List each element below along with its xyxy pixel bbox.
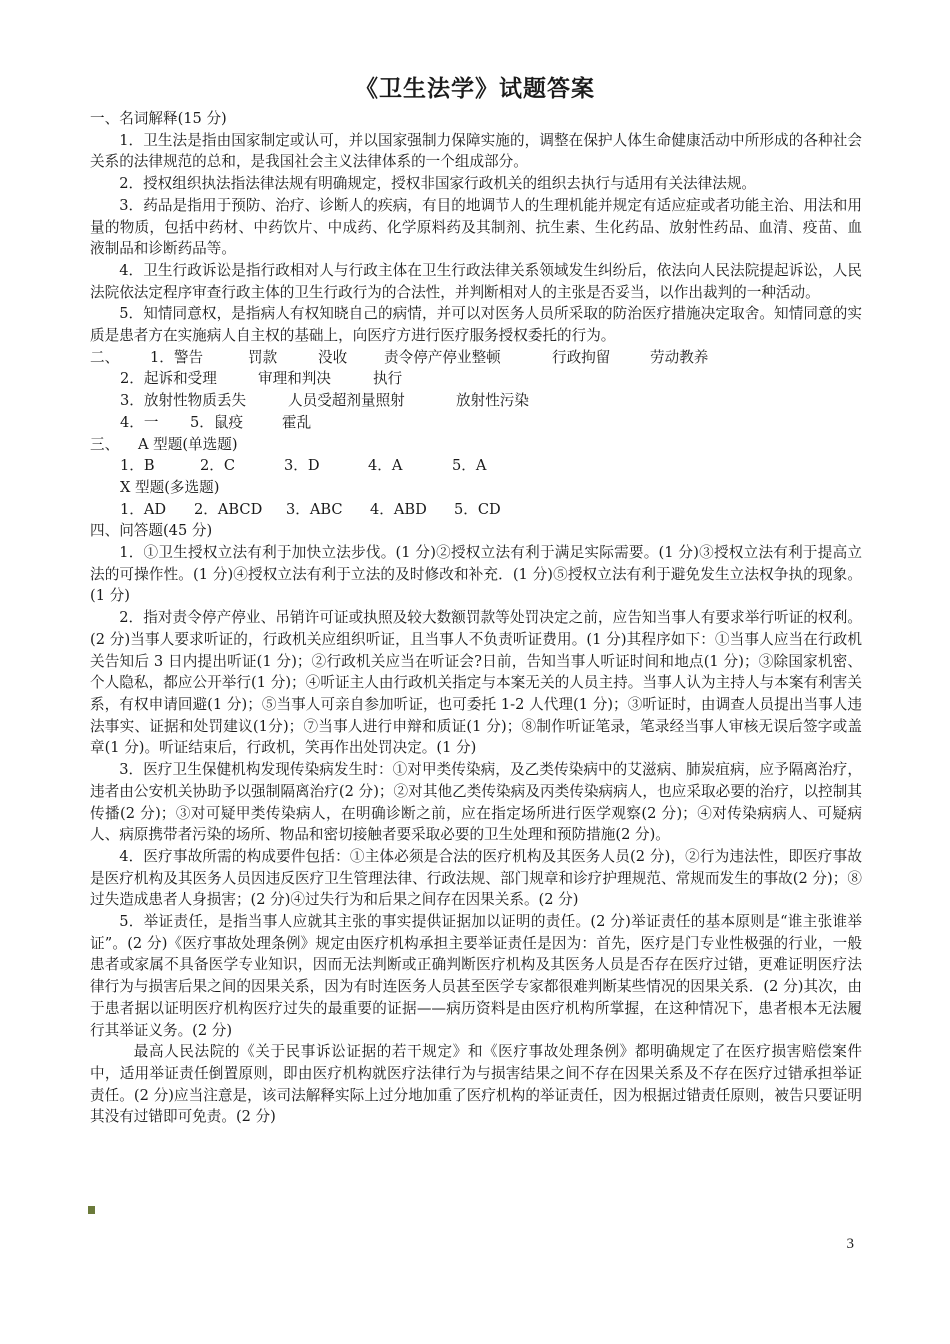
s2-answer: 没收 [318, 348, 348, 366]
s1-item-3: 3．药品是指用于预防、治疗、诊断人的疾病，有目的地调节人的生理机能并规定有适应症或者功能主治、用法和用量的物质，包括中药材、中药饮片、中成药、化学原料药及其制剂、抗生素、生化药品、放射性药品、血清、疫苗、血液制品和诊断药品等。 [90, 196, 862, 258]
s4-item-2: 2．指对责令停产停业、吊销许可证或执照及较大数额罚款等处罚决定之前，应告知当事人有要求举行听证的权利。(2 分)当事人要求听证的，行政机关应组织听证，且当事人不负责听证费用。(1 分)其程序如下：①当事人应当在行政机关告知后 3 日内提出听证(1 分)；②行政机关应当在听证会?日前，告知当事人听证时间和地点(1 分)；③除国家机密、个人隐私，都应公开举行(1 分)；④听证主人由行政机关指定与本案无关的人员主持。当事人认为主持人与本案有利害关系，有权申请回避(1 分)；⑤当事人可亲自参加听证，也可委托 1-2 人代理(1 分)；③听证时，由调查人员提出当事人违法事实、证据和处罚建议(1分)；⑦当事人进行申辩和质证(1 分)；⑧制作听证笔录，笔录经当事人审核无误后签字或盖章(1 分)。听证结束后，行政机，笑再作出处罚决定。(1 分) [90, 609, 862, 757]
x-answer: 1．AD [120, 500, 167, 518]
a-answer: 1．B [120, 457, 155, 475]
s1-item-5: 5．知情同意权，是指病人有权知晓自己的病情，并可以对医务人员所采取的防治医疗措施决定取舍。知情同意的实质是患者方在实施病人自主权的基础上，向医疗方进行医疗服务授权委托的行为。 [90, 305, 862, 345]
s2-row-3 [90, 390, 862, 412]
page-title: 《卫生法学》试题答案 [355, 76, 595, 102]
a-answer: 3．D [284, 457, 320, 475]
s2-answer: 行政拘留 [552, 348, 611, 366]
x-type-label: X 型题(多选题) [120, 478, 220, 496]
x-answer: 3．ABC [286, 500, 343, 518]
s2-answer: 罚款 [248, 348, 278, 366]
s2-answer: 放射性污染 [456, 392, 529, 410]
s2-row-2 [90, 368, 862, 390]
section-1-heading: 一、名词解释(15 分) [90, 110, 227, 127]
x-answer: 4．ABD [370, 500, 427, 518]
s2-answer: 4．一 [120, 413, 159, 431]
s4-item-1: 1．①卫生授权立法有利于加快立法步伐。(1 分)②授权立法有利于满足实际需要。(1 分)③授权立法有利于提高立法的可操作性。(1 分)④授权立法有利于立法的及时修改和补充．(1 分)⑤授权立法有利于避免发生立法权争执的现象。(1 分) [90, 544, 862, 605]
s2-answer: 责令停产停业整顿 [384, 348, 501, 366]
a-type-answers [90, 455, 862, 477]
s2-answer: 5．鼠疫 [190, 413, 244, 431]
x-type-answers [90, 499, 862, 521]
x-type-label-row [90, 477, 862, 499]
s2-answer: 1．警告 [150, 348, 204, 366]
section-2-heading: 二、 [90, 348, 120, 366]
a-answer: 2．C [200, 457, 236, 475]
s4-item-5: 5．举证责任，是指当事人应就其主张的事实提供证据加以证明的责任。(2 分)举证责任的基本原则是“谁主张谁举证”。(2 分)《医疗事故处理条例》规定由医疗机构承担主要举证责任是因为：首先，医疗是门专业性极强的行业，一般患者或家属不具备医学专业知识，因而无法判断或正确判断医疗机构及其医务人员是否存在医疗过错，更难证明医疗法律行为与损害后果之间的因果关系，因为有时连医务人员甚至医学专家都很难判断某些情况的因果关系．(2 分)其次，由于患者据以证明医疗机构医疗过失的最重要的证据——病历资料是由医疗机构所掌握，在这种情况下，患者根本无法履行其举证义务。(2 分) [90, 913, 862, 1039]
s2-answer: 3．放射性物质丢失 [120, 392, 247, 410]
answer-body [90, 108, 862, 1128]
s2-answer: 审理和判决 [258, 370, 331, 388]
s4-item-3: 3．医疗卫生保健机构发现传染病发生时：①对甲类传染病，及乙类传染病中的艾滋病、肺炭疽病，应予隔离治疗，违者由公安机关协助予以强制隔离治疗(2 分)；②对其他乙类传染病及丙类传染病病人，也应采取必要的治疗，以控制其传播(2 分)；③对可疑甲类传染病人，在明确诊断之前，应在指定场所进行医学观察(2 分)；④对传染病病人、可疑病人、病原携带者污染的场所、物品和密切接触者要采取必要的卫生处理和预防措施(2 分)。 [90, 761, 862, 844]
s2-row-4 [90, 412, 862, 434]
section-4-heading: 四、问答题(45 分) [90, 522, 213, 540]
scan-mark [88, 1206, 95, 1214]
s2-answer: 执行 [373, 370, 403, 388]
s2-answer: 2．起诉和受理 [120, 370, 217, 388]
s2-answer: 人员受超剂量照射 [288, 392, 405, 410]
a-type-label: A 型题(单选题) [138, 435, 238, 453]
s1-item-2: 2．授权组织执法指法律法规有明确规定，授权非国家行政机关的组织去执行与适用有关法律法规。 [119, 175, 757, 193]
a-answer: 5．A [452, 457, 487, 475]
s1-item-4: 4．卫生行政诉讼是指行政相对人与行政主体在卫生行政法律关系领域发生纠纷后，依法向人民法院提起诉讼，人民法院依法定程序审查行政主体的卫生行政行为的合法性，并判断相对人的主张是否妥当，以作出裁判的一种活动。 [90, 261, 862, 301]
page-number: 3 [846, 1236, 854, 1252]
x-answer: 2．ABCD [194, 500, 263, 518]
s4-item-5-continued: 最高人民法院的《关于民事诉讼证据的若干规定》和《医疗事故处理条例》都明确规定了在医疗损害赔偿案件中，适用举证责任倒置原则，即由医疗机构就医疗法律行为与损害结果之间不存在因果关系及不存在医疗过错承担举证责任。(2 分)应当注意是，该司法解释实际上过分地加重了医疗机构的举证责任，因为根据过错责任原则，被告只要证明其没有过错即可免责。(2 分) [90, 1043, 862, 1126]
s4-item-4: 4．医疗事故所需的构成要件包括：①主体必须是合法的医疗机构及其医务人员(2 分)，②行为违法性，即医疗事故是医疗机构及其医务人员因违反医疗卫生管理法律、行政法规、部门规章和诊疗护理规范、常规而发生的事故(2 分)；⑧过失造成患者人身损害；(2 分)④过失行为和后果之间存在因果关系。(2 分) [90, 847, 862, 909]
section-3-heading: 三、 [90, 435, 120, 453]
s1-item-1: 1．卫生法是指由国家制定或认可，并以国家强制力保障实施的，调整在保护人体生命健康活动中所形成的各种社会关系的法律规范的总和，是我国社会主义法律体系的一个组成部分。 [90, 131, 862, 171]
s2-row-1 [90, 347, 862, 369]
s2-answer: 霍乱 [282, 413, 312, 431]
s2-answer: 劳动教养 [650, 348, 709, 366]
a-answer: 4．A [368, 457, 403, 475]
x-answer: 5．CD [454, 500, 501, 518]
s3-heading-row [90, 434, 862, 456]
